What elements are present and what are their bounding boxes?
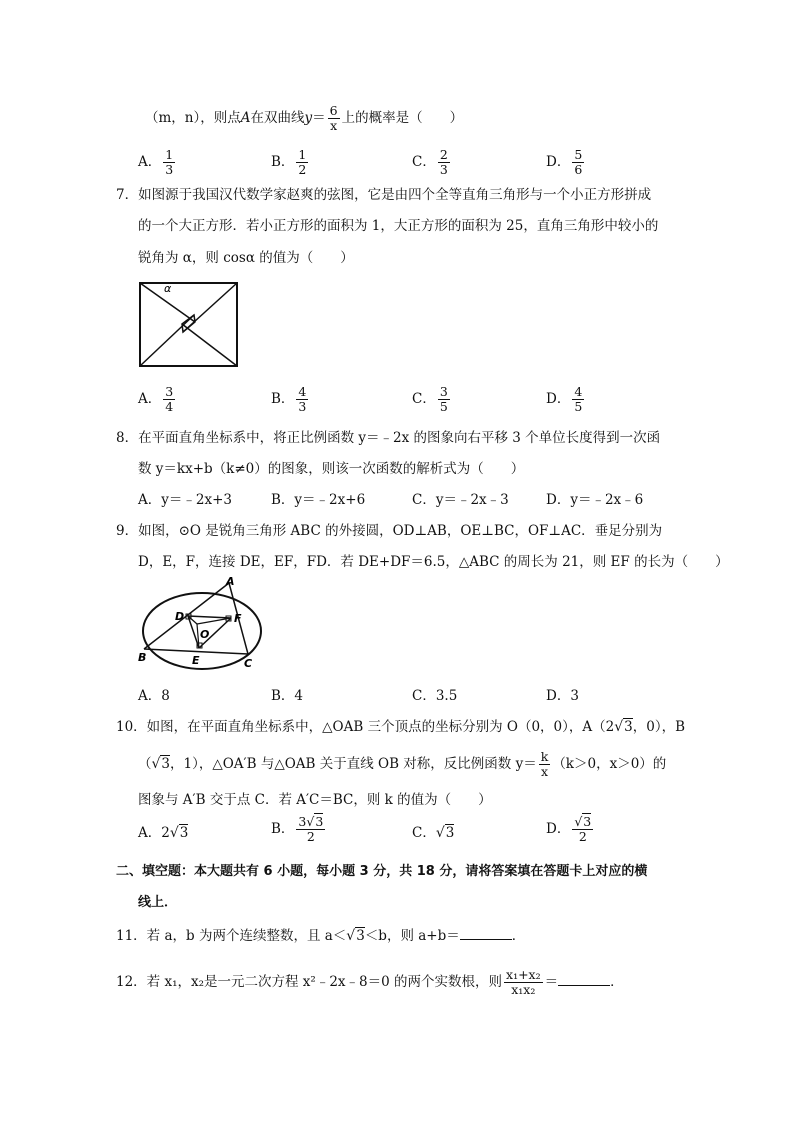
q10-option-d[interactable]: D． $\frac{√3}{2}$ bbox=[546, 814, 592, 844]
q6-stem: （m，n），则点A在双曲线y＝ $\frac{6}{x}$ 上的概率是（ ） bbox=[145, 103, 464, 133]
label-b: B bbox=[138, 651, 147, 664]
q7-option-c[interactable]: C． $\frac{3}{5}$ bbox=[412, 384, 448, 414]
q9-line-2: D，E，F，连接 DE，EF，FD．若 DE+DF＝6.5，△ABC 的周长为 21，则 EF 的长为（ ） bbox=[138, 554, 729, 570]
q12-answer-blank[interactable] bbox=[558, 971, 610, 986]
q6-fraction: $\frac{6}{x}$ bbox=[329, 103, 338, 133]
q9-option-c[interactable]: C．3.5 bbox=[412, 688, 458, 704]
q9-line-1: 9．如图，⊙O 是锐角三角形 ABC 的外接圆，OD⊥AB，OE⊥BC，OF⊥AC．垂足分别为 bbox=[116, 523, 663, 539]
q6-option-d[interactable]: D． $\frac{5}{6}$ bbox=[546, 147, 583, 177]
q10-line-2: （√3，1），△OA′B 与△OAB 关于直线 OB 对称，反比例函数 y＝ $\frac{k}{x}$ （k＞0，x＞0）的 bbox=[138, 749, 667, 779]
circumcircle-figure bbox=[136, 576, 266, 674]
q8-option-c[interactable]: C．y＝﹣2x﹣3 bbox=[412, 492, 509, 508]
q7-option-d[interactable]: D． $\frac{4}{5}$ bbox=[546, 384, 583, 414]
q7-line-1: 7．如图源于我国汉代数学家赵爽的弦图，它是由四个全等直角三角形与一个小正方形拼成 bbox=[116, 187, 652, 203]
q9-option-d[interactable]: D．3 bbox=[546, 688, 579, 704]
q8-option-d[interactable]: D．y＝﹣2x﹣6 bbox=[546, 492, 644, 508]
q10-line-1: 10．如图，在平面直角坐标系中，△OAB 三个顶点的坐标分别为 O（0，0），A（2√3，0），B bbox=[116, 719, 685, 735]
q6-option-c[interactable]: C． $\frac{2}{3}$ bbox=[412, 147, 448, 177]
q10-line-3: 图象与 A′B 交于点 C．若 A′C＝BC，则 k 的值为（ ） bbox=[138, 792, 492, 808]
q8-option-b[interactable]: B．y＝﹣2x+6 bbox=[271, 492, 366, 508]
q7-option-b[interactable]: B． $\frac{4}{3}$ bbox=[271, 384, 307, 414]
label-f: F bbox=[234, 612, 242, 625]
q8-line-2: 数 y＝kx+b（k≠0）的图象，则该一次函数的解析式为（ ） bbox=[138, 461, 525, 477]
q9-option-b[interactable]: B．4 bbox=[271, 688, 304, 704]
q8-option-a[interactable]: A．y＝﹣2x+3 bbox=[138, 492, 232, 508]
q12-stem: 12．若 x₁，x₂是一元二次方程 x²﹣2x﹣8＝0 的两个实数根，则 $\frac{\text{x₁+x₂}}{\text{x₁x₂}}$ ＝ ． bbox=[116, 967, 624, 997]
zhao-shuang-string-figure bbox=[136, 280, 242, 370]
q11-stem: 11．若 a，b 为两个连续整数，且 a＜√3＜b，则 a+b＝ ． bbox=[116, 925, 525, 946]
q11-answer-blank[interactable] bbox=[460, 925, 512, 940]
q8-line-1: 8．在平面直角坐标系中，将正比例函数 y＝﹣2x 的图象向右平移 3 个单位长度得到一次函 bbox=[116, 430, 661, 446]
q7-line-3: 锐角为 α，则 cosα 的值为（ ） bbox=[138, 250, 354, 266]
label-d: D bbox=[175, 610, 185, 623]
q7-line-2: 的一个大正方形．若小正方形的面积为 1，大正方形的面积为 25，直角三角形中较小的 bbox=[138, 218, 659, 234]
alpha-label: α bbox=[164, 282, 172, 295]
label-a: A bbox=[226, 576, 235, 588]
q12-fraction: $\frac{\text{x₁+x₂}}{\text{x₁x₂}}$ bbox=[506, 967, 541, 997]
q10-option-c[interactable]: C．√3 bbox=[412, 825, 455, 841]
q9-option-a[interactable]: A．8 bbox=[138, 688, 170, 704]
q6-option-a[interactable]: A． $\frac{1}{3}$ bbox=[138, 147, 174, 177]
label-c: C bbox=[244, 657, 253, 670]
q7-option-a[interactable]: A． $\frac{3}{4}$ bbox=[138, 384, 174, 414]
label-e: E bbox=[192, 654, 200, 667]
section-2-heading-cont: 线上． bbox=[138, 895, 178, 910]
section-2-heading: 二、填空题：本大题共有 6 小题，每小题 3 分，共 18 分，请将答案填在答题卡上对应的横 bbox=[116, 864, 648, 879]
q10-option-a[interactable]: A．2√3 bbox=[138, 825, 189, 841]
label-o: O bbox=[200, 628, 210, 641]
q6-option-b[interactable]: B． $\frac{1}{2}$ bbox=[271, 147, 307, 177]
q10-option-b[interactable]: B． $\frac{3√3}{2}$ bbox=[271, 814, 324, 844]
